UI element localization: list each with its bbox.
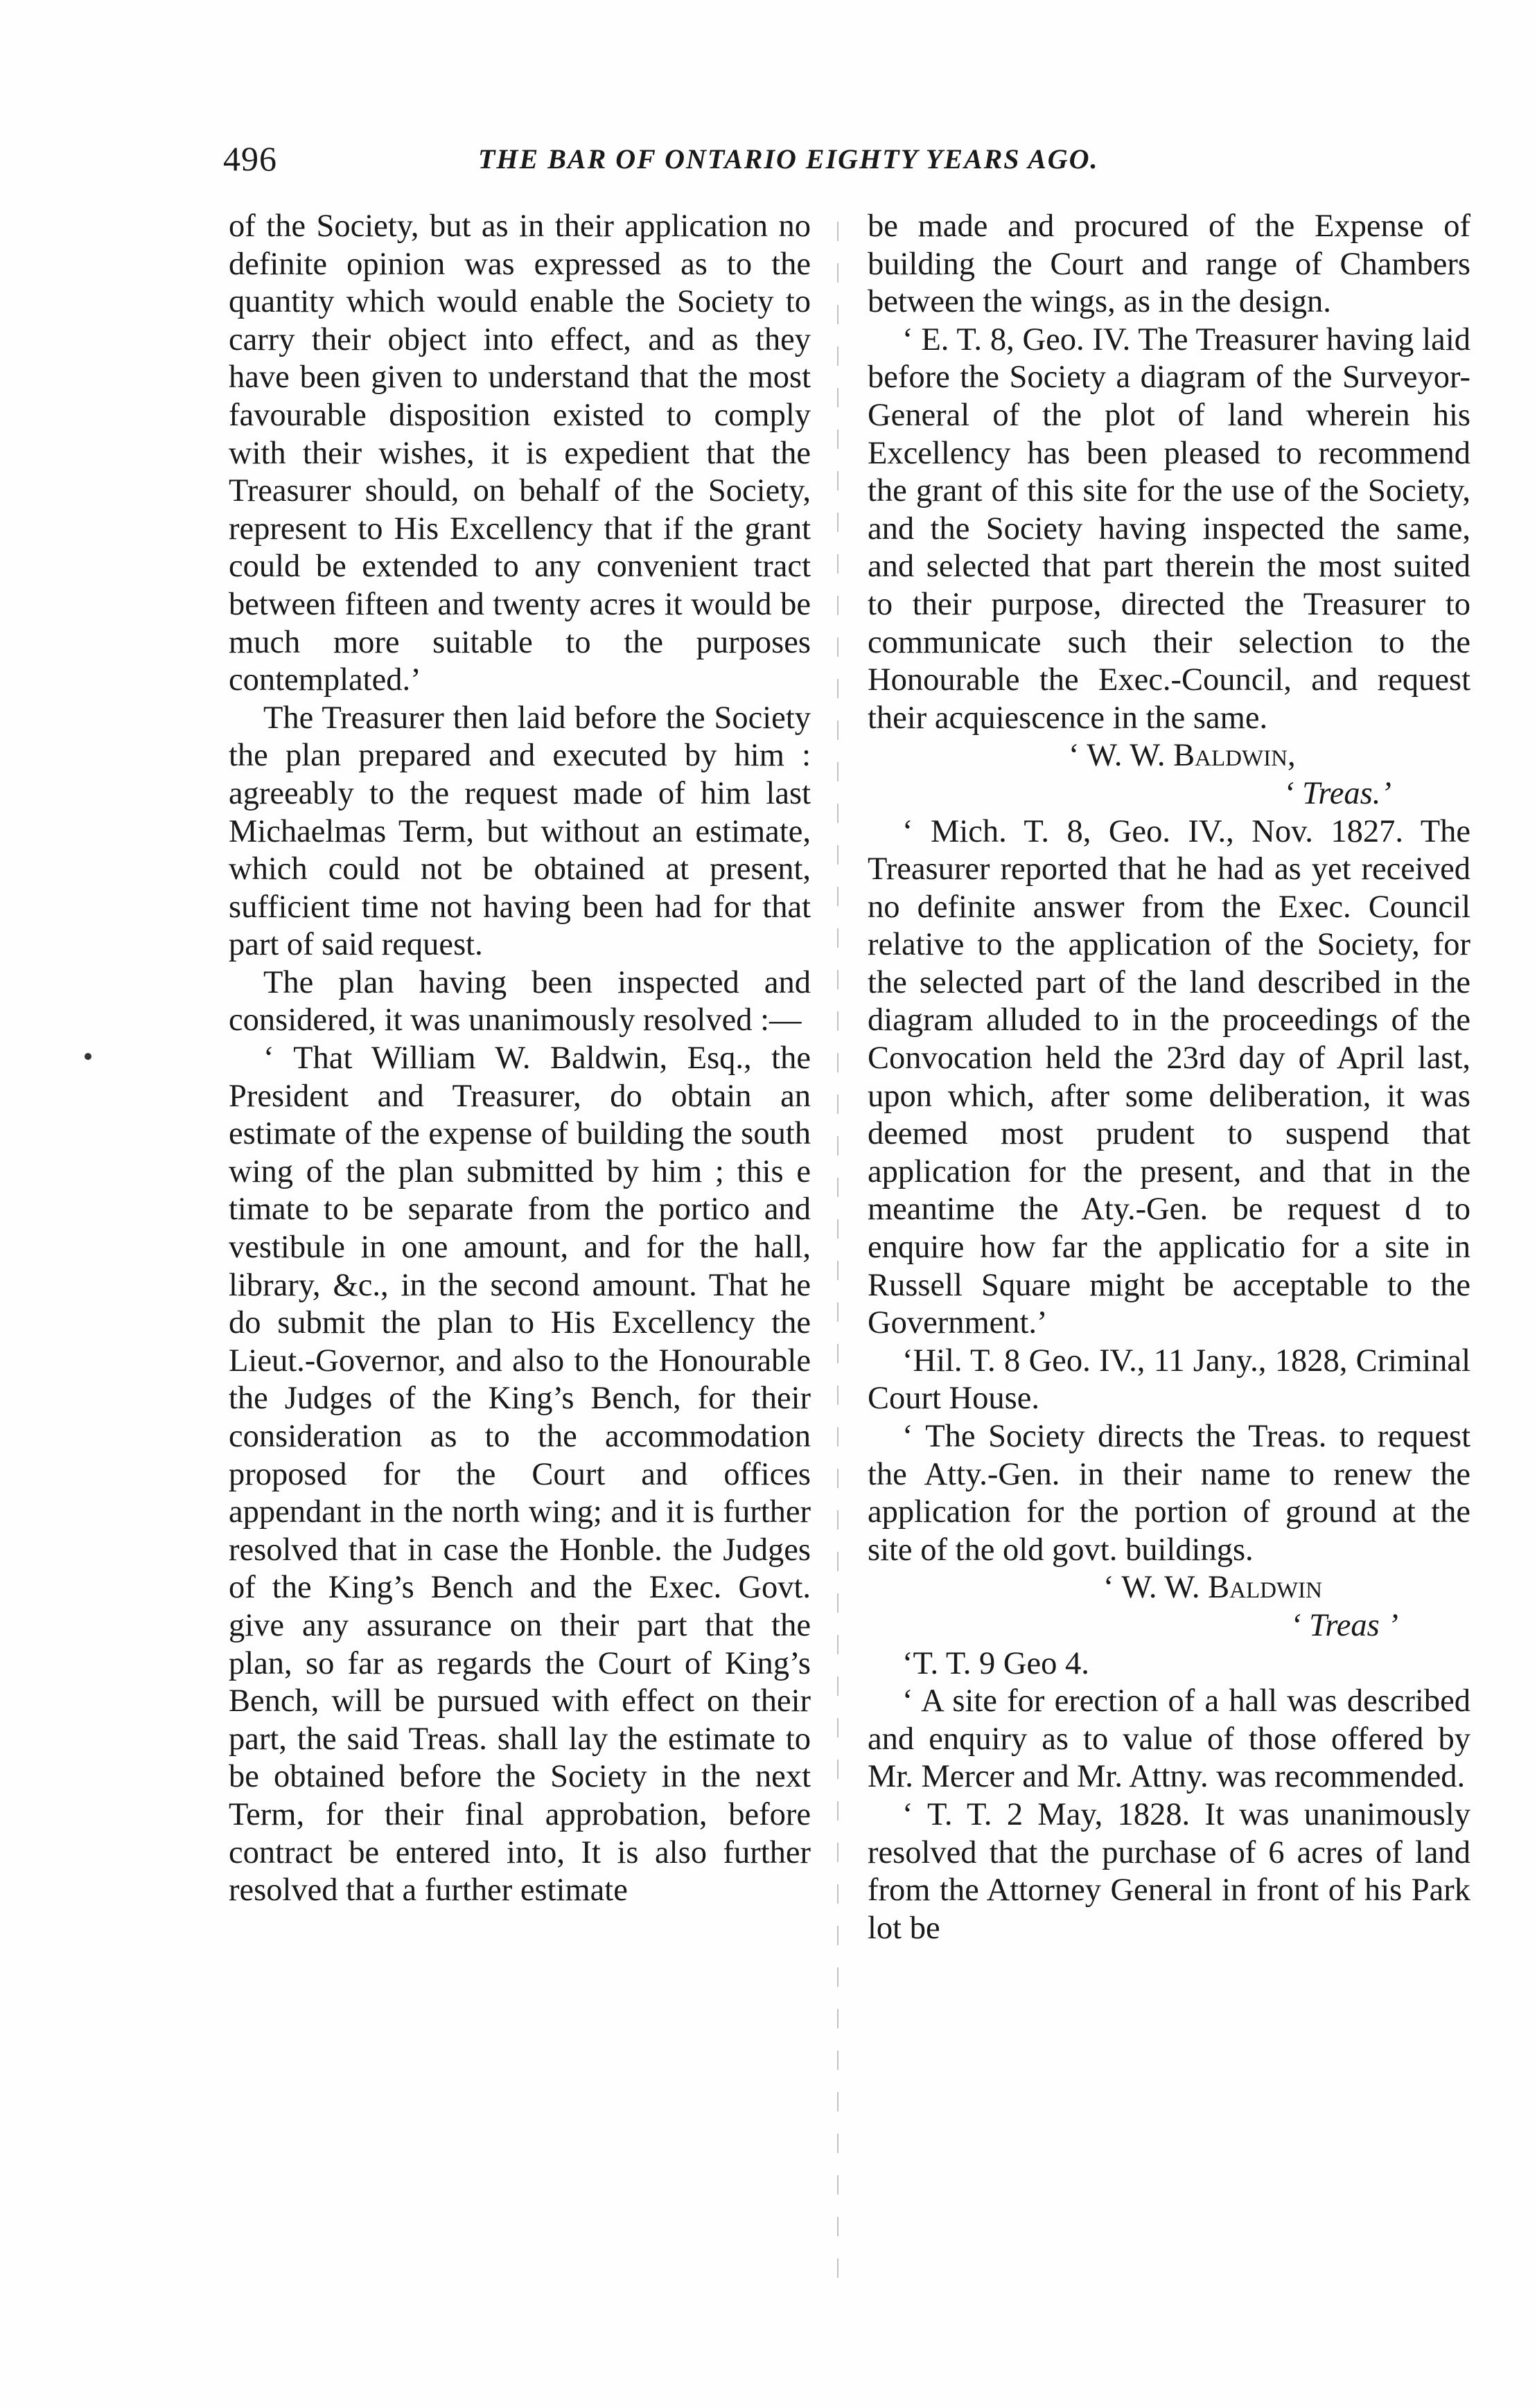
left-paragraph-4: ‘ That William W. Baldwin, Esq., the President and Treasurer, do obtain an estimate of the expense of building the south wing of the plan submitted by him ; this e timate to be separate from the portico and vestibule in one amount, and for the hall, library, &c., in the second amount. That he do submit the plan to His Excellency the Lieut.-Governor, and also to the Honourable the Judges of the King’s Bench, for their consideration as to the accommodation proposed for the Court and offices appendant in the north wing; and it is further resolved that in case the Honble. the Judges of the King’s Bench and the Exec. Govt. give any assurance on their part that the plan, so far as regards the Court of King’s Bench, will be pursued with effect on their part, the said Treas. shall lay the estimate to be obtained before the Society in the next Term, for their final approbation, before contract be entered into, It is also further resolved that a further estimate bbox=[229, 1041, 811, 1909]
page-number: 496 bbox=[223, 139, 277, 178]
signature-name-1-text: ‘ W. W. Baldwin, bbox=[1069, 738, 1296, 774]
signature-title-2: ‘ Treas ’ bbox=[1290, 1607, 1398, 1643]
right-paragraph-4: ‘Hil. T. 8 Geo. IV., 11 Jany., 1828, Criminal Court House. bbox=[868, 1343, 1470, 1417]
signature-name-2-text: ‘ W. W. Baldwin bbox=[1103, 1570, 1322, 1606]
left-paragraph-3: The plan having been inspected and considered, it was unanimously resolved :— bbox=[229, 964, 811, 1038]
signature-name-1 bbox=[868, 737, 1470, 775]
right-paragraph-2: ‘ E. T. 8, Geo. IV. The Treasurer having laid before the Society a diagram of the Surveyor-General of the plot of land wherein his Excellency has been pleased to recommend the grant of this site for the use of the Society, and the Society having inspected the same, and selected that part therein the most suited to their purpose, directed the Treasurer to communicate such their selection to the Honourable the Exec.-Council, and request their acquiescence in the same. bbox=[868, 321, 1470, 736]
right-paragraph-1: be made and procured of the Expense of building the Court and range of Chambers between the wings, as in the design. bbox=[868, 209, 1470, 320]
left-paragraph-2: The Treasurer then laid before the Society the plan prepared and executed by him : agreeably to the request made of him last Michaelmas Term, but without an estimate, which could not be obtained at present, sufficient time not having been had for that part of said request. bbox=[229, 700, 811, 963]
left-paragraph-1: of the Society, but as in their application no definite opinion was expressed as to the quantity which would enable the Society to carry their object into effect, and as they have been given to understand that the most favourable disposition existed to comply with their wishes, it is expedient that the Treasurer should, on behalf of the Society, represent to His Excellency that if the grant could be extended to any convenient tract between fifteen and twenty acres it would be much more suitable to the purposes contemplated.’ bbox=[229, 209, 811, 698]
right-column bbox=[868, 208, 1470, 1947]
right-paragraph-6: ‘T. T. 9 Geo 4. bbox=[902, 1645, 1089, 1681]
left-column bbox=[229, 208, 811, 1910]
margin-speck bbox=[85, 1053, 91, 1060]
right-paragraph-7: ‘ A site for erection of a hall was described and enquiry as to value of those offered by Mr. Mercer and Mr. Attny. was recommended. bbox=[868, 1683, 1470, 1795]
signature-name-2 bbox=[868, 1569, 1470, 1607]
right-paragraph-3: ‘ Mich. T. 8, Geo. IV., Nov. 1827. The Treasurer reported that he had as yet received no definite answer from the Exec. Council relative to the application of the Society, for the selected part of the land described in the diagram alluded to in the proceedings of the Convocation held the 23rd day of April last, upon which, after some deliberation, it was deemed most prudent to suspend that application for the present, and that in the meantime the Aty.-Gen. be request d to enquire how far the applicatio for a site in Russell Square might be acceptable to the Government.’ bbox=[868, 813, 1470, 1341]
running-title: THE BAR OF ONTARIO EIGHTY YEARS AGO. bbox=[478, 143, 1099, 175]
column-divider bbox=[837, 222, 838, 2286]
signature-title-1: ‘ Treas.’ bbox=[1283, 775, 1391, 811]
right-paragraph-8: ‘ T. T. 2 May, 1828. It was unanimously resolved that the purchase of 6 acres of land from the Attorney General in front of his Park lot be bbox=[868, 1796, 1470, 1946]
right-paragraph-5: ‘ The Society directs the Treas. to request the Atty.-Gen. in their name to renew the application for the portion of ground at the site of the old govt. buildings. bbox=[868, 1419, 1470, 1568]
